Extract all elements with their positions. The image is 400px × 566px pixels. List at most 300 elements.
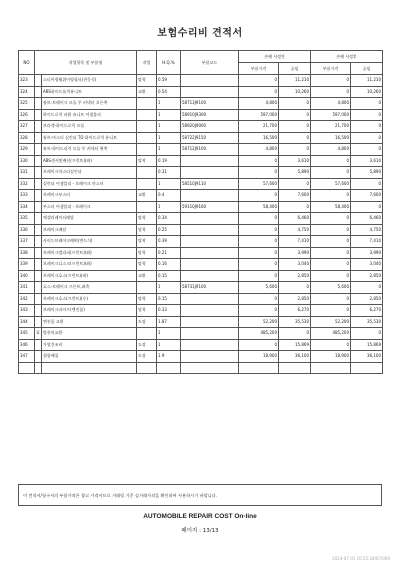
row-no: 328 [19, 132, 35, 144]
row-mark [35, 259, 42, 271]
table-row [19, 132, 383, 144]
row-code [181, 270, 239, 282]
row-mark [35, 362, 42, 374]
row-name: 브레이크디스크(프런트)(좌) [42, 259, 137, 271]
row-labor-before: 35,530 [279, 316, 311, 328]
row-mark [35, 98, 42, 110]
row-labor-after: 0 [351, 121, 383, 133]
row-mark [35, 282, 42, 294]
table-header [19, 51, 383, 75]
row-no: 338 [19, 247, 35, 259]
row-qty: 0.25 [157, 224, 181, 236]
row-mark [35, 224, 42, 236]
table-row [19, 75, 383, 87]
row-part-price-before: 0 [239, 213, 279, 225]
row-code: 58731J9100 [181, 282, 239, 294]
row-qty: 0.34 [157, 213, 181, 225]
row-name: 사이드브레이크레버(변드식) [42, 236, 137, 248]
row-labor-after: 7,410 [351, 236, 383, 248]
row-part-price-before: 5,600 [239, 282, 279, 294]
row-part-price-after: 57,600 [311, 178, 351, 190]
row-no: 333 [19, 190, 35, 202]
row-part-price-after: 52,200 [311, 316, 351, 328]
row-part-price-before: 0 [239, 247, 279, 259]
header-part-price-before: 부품가격 [239, 63, 279, 75]
row-labor-after: 0 [351, 132, 383, 144]
row-qty: 0.21 [157, 247, 181, 259]
row-name: 튜브-브레이크 모듈 투 커넥터 오른쪽 [42, 98, 137, 110]
row-labor-before: 11,210 [279, 75, 311, 87]
row-labor-before: 0 [279, 178, 311, 190]
row-mark [35, 121, 42, 133]
row-qty: 1.87 [157, 316, 181, 328]
row-mark [35, 178, 42, 190]
row-name: 브라켓-하이드로릭 모듈 [42, 121, 137, 133]
row-code [181, 339, 239, 351]
row-work: 도장 [137, 339, 157, 351]
row-part-price-after: 0 [311, 259, 351, 271]
row-part-price-before: 485,200 [239, 328, 279, 340]
row-no: 332 [19, 178, 35, 190]
row-qty: 1 [157, 178, 181, 190]
row-labor-after: 15,869 [351, 339, 383, 351]
row-labor-after: 0 [351, 178, 383, 190]
header-item: 작업항목 및 부품명 [35, 51, 137, 75]
header-part-price-after: 부품가격 [311, 63, 351, 75]
row-name: 호스-브레이크 프론트,좌측 [42, 282, 137, 294]
row-labor-after: 6,460 [351, 213, 383, 225]
row-no: 324 [19, 86, 35, 98]
row-qty: 1.9 [157, 351, 181, 363]
row-code: 58910J9300 [181, 109, 239, 121]
row-part-price-after: 485,200 [311, 328, 351, 340]
row-labor-before: 6,460 [279, 213, 311, 225]
row-work [137, 132, 157, 144]
row-name [42, 362, 137, 374]
row-labor-after: 2,850 [351, 270, 383, 282]
row-mark [35, 86, 42, 98]
header-before: 손해 사정전 [239, 51, 311, 63]
row-name: 브레이크마스터실린더 [42, 167, 137, 179]
row-qty: 0.54 [157, 86, 181, 98]
table-row [19, 201, 383, 213]
row-no: 336 [19, 224, 35, 236]
row-work: 탈착 [137, 75, 157, 87]
row-no: 343 [19, 305, 35, 317]
row-qty: 1 [157, 144, 181, 156]
row-mark [35, 293, 42, 305]
table-row [19, 213, 383, 225]
row-labor-after: 36,100 [351, 351, 383, 363]
row-code [181, 167, 239, 179]
row-labor-after: 0 [351, 328, 383, 340]
row-code: 58510J9110 [181, 178, 239, 190]
row-part-price-before: 4,800 [239, 144, 279, 156]
row-part-price-before: 0 [239, 259, 279, 271]
row-part-price-after: 16,500 [311, 132, 351, 144]
table-row [19, 121, 383, 133]
row-mark [35, 339, 42, 351]
table-row [19, 236, 383, 248]
row-part-price-before: 57,600 [239, 178, 279, 190]
row-labor-before: 6,270 [279, 305, 311, 317]
table-row [19, 247, 383, 259]
row-qty: 0.39 [157, 236, 181, 248]
row-part-price-after: 58,400 [311, 201, 351, 213]
row-code: 58713J9100 [181, 98, 239, 110]
row-work: 탈착 [137, 236, 157, 248]
row-part-price-before: 58,400 [239, 201, 279, 213]
row-work: 도장 [137, 316, 157, 328]
row-no: 342 [19, 293, 35, 305]
row-part-price-after: 0 [311, 155, 351, 167]
table-row [19, 270, 383, 282]
row-work [137, 178, 157, 190]
row-part-price-after: 0 [311, 247, 351, 259]
row-name: 브레이크호스(프런트)(우) [42, 293, 137, 305]
table-row [19, 98, 383, 110]
row-work: 탈착 [137, 293, 157, 305]
row-mark [35, 132, 42, 144]
row-work [137, 109, 157, 121]
row-part-price-before: 0 [239, 190, 279, 202]
row-labor-before: 3,990 [279, 247, 311, 259]
row-labor-before: 7,410 [279, 236, 311, 248]
row-part-price-before: 0 [239, 339, 279, 351]
row-work: 도장 [137, 351, 157, 363]
row-labor-after: 2,850 [351, 293, 383, 305]
row-no: 331 [19, 167, 35, 179]
row-labor-before: 0 [279, 144, 311, 156]
row-qty: 1 [157, 121, 181, 133]
row-labor-before: 0 [279, 282, 311, 294]
table-row [19, 362, 383, 374]
row-code: 59110J9160 [181, 201, 239, 213]
row-part-price-after: 18,900 [311, 351, 351, 363]
notice-box [18, 484, 382, 506]
row-name: 브레이크부스터 [42, 190, 137, 202]
row-no: 344 [19, 316, 35, 328]
row-labor-after: 0 [351, 144, 383, 156]
row-no: 347 [19, 351, 35, 363]
row-no: 341 [19, 282, 35, 294]
row-labor-before: 10,260 [279, 86, 311, 98]
row-name: 실린더 어셈블리 - 브레이크 마스터 [42, 178, 137, 190]
row-no: 346 [19, 339, 35, 351]
row-part-price-after [311, 362, 351, 374]
row-part-price-before: 0 [239, 293, 279, 305]
row-work: 탈착 [137, 155, 157, 167]
row-work [137, 98, 157, 110]
row-qty: 0.59 [157, 75, 181, 87]
row-qty: 1 [157, 132, 181, 144]
row-qty: 1 [157, 339, 181, 351]
row-labor-after: 3,990 [351, 247, 383, 259]
row-name: 방풍의교환 [42, 328, 137, 340]
row-code [181, 190, 239, 202]
row-no: 334 [19, 201, 35, 213]
table-body [19, 75, 383, 374]
row-mark [35, 213, 42, 225]
row-qty: 0.31 [157, 167, 181, 179]
row-labor-after: 35,530 [351, 316, 383, 328]
row-part-price-before: 0 [239, 270, 279, 282]
row-work [137, 362, 157, 374]
table-row [19, 282, 383, 294]
table-row [19, 328, 383, 340]
row-mark [35, 155, 42, 167]
row-labor-before: 0 [279, 132, 311, 144]
row-mark [35, 167, 42, 179]
row-labor-before: 36,100 [279, 351, 311, 363]
row-qty: 0.33 [157, 305, 181, 317]
row-labor-after: 3,610 [351, 155, 383, 167]
row-name: 스티어링휠위어링필터(전동식) [42, 75, 137, 87]
row-qty: 0.19 [157, 155, 181, 167]
row-part-price-before: 0 [239, 224, 279, 236]
row-no: 325 [19, 98, 35, 110]
row-labor-before: 3,040 [279, 259, 311, 271]
table-row [19, 305, 383, 317]
table-row [19, 86, 383, 98]
row-work: 탈착 [137, 305, 157, 317]
row-part-price-before: 0 [239, 167, 279, 179]
row-code [181, 247, 239, 259]
row-part-price-after: 597,000 [311, 109, 351, 121]
row-labor-after: 0 [351, 109, 383, 121]
header-labor-before: 공임 [279, 63, 311, 75]
row-code [181, 305, 239, 317]
row-part-price-after: 4,800 [311, 144, 351, 156]
row-part-price-after: 5,600 [311, 282, 351, 294]
row-qty: 1 [157, 328, 181, 340]
row-name: 가열건조비 [42, 339, 137, 351]
row-qty: 0.4 [157, 190, 181, 202]
row-part-price-after: 21,700 [311, 121, 351, 133]
row-no: 330 [19, 155, 35, 167]
row-mark [35, 351, 42, 363]
row-labor-after: 5,890 [351, 167, 383, 179]
row-qty: 0.15 [157, 270, 181, 282]
row-part-price-before: 597,000 [239, 109, 279, 121]
row-code [181, 293, 239, 305]
header-hqty: H.Q.% [157, 51, 181, 75]
row-work: 탈착 [137, 213, 157, 225]
row-labor-before: 2,850 [279, 270, 311, 282]
notice-text: 이 견적서/청구서의 부품가격은 참고 가격이므로 거래될 기준 실거래가격을 확인하여 사용하시기 바랍니다. [23, 493, 218, 498]
row-name: 브레이크캘리퍼(프런트)(좌) [42, 247, 137, 259]
row-labor-before: 4,750 [279, 224, 311, 236]
row-labor-after: 4,750 [351, 224, 383, 236]
row-part-price-after: 0 [311, 339, 351, 351]
row-name: 브레이크파이프(엔진룸) [42, 305, 137, 317]
row-mark [35, 75, 42, 87]
row-part-price-before: 0 [239, 305, 279, 317]
page-indicator: 페이지 : 13/13 [181, 528, 219, 534]
table-row [19, 109, 383, 121]
row-labor-before: 3,610 [279, 155, 311, 167]
row-labor-before: 0 [279, 98, 311, 110]
row-part-price-after: 0 [311, 224, 351, 236]
row-part-price-before: 0 [239, 155, 279, 167]
row-code [181, 316, 239, 328]
row-labor-after: 3,040 [351, 259, 383, 271]
row-part-price-after: 4,800 [311, 98, 351, 110]
row-part-price-before: 0 [239, 75, 279, 87]
row-qty: 0.16 [157, 259, 181, 271]
row-labor-before: 7,600 [279, 190, 311, 202]
row-work: 탈착 [137, 224, 157, 236]
row-labor-after: 0 [351, 282, 383, 294]
row-labor-before [279, 362, 311, 374]
row-mark: U [35, 328, 42, 340]
row-name: 튜브-하이드리릭 모듈 투 커넥터 왼쪽 [42, 144, 137, 156]
row-no: 323 [19, 75, 35, 87]
table-row [19, 178, 383, 190]
row-part-price-after: 0 [311, 213, 351, 225]
row-mark [35, 190, 42, 202]
row-qty: 1 [157, 109, 181, 121]
row-labor-before: 0 [279, 109, 311, 121]
row-code [181, 259, 239, 271]
row-labor-before: 0 [279, 328, 311, 340]
header-after: 손해 사정후 [311, 51, 383, 63]
row-work [137, 328, 157, 340]
row-code [181, 213, 239, 225]
row-qty: 1 [157, 98, 181, 110]
table-row [19, 190, 383, 202]
row-code [181, 86, 239, 98]
header-no: NO [19, 51, 35, 75]
row-mark [35, 270, 42, 282]
row-work [137, 282, 157, 294]
row-labor-before: 15,869 [279, 339, 311, 351]
row-name: 엔진룸 교환 [42, 316, 137, 328]
row-code: 58722J9150 [181, 132, 239, 144]
row-part-price-before: 0 [239, 86, 279, 98]
row-mark [35, 201, 42, 213]
table-row [19, 316, 383, 328]
row-part-price-before: 52,200 [239, 316, 279, 328]
row-no: 329 [19, 144, 35, 156]
row-part-price-before: 16,500 [239, 132, 279, 144]
row-no: 327 [19, 121, 35, 133]
document-title: 보험수리비 견적서 [157, 28, 243, 39]
row-work [137, 144, 157, 156]
row-no: 345 [19, 328, 35, 340]
row-mark [35, 109, 42, 121]
row-labor-before: 0 [279, 121, 311, 133]
row-code [181, 362, 239, 374]
row-work: 탈착 [137, 259, 157, 271]
row-name: 접합배설 [42, 351, 137, 363]
row-code [181, 155, 239, 167]
row-part-price-after: 0 [311, 270, 351, 282]
header-labor-after: 공임 [351, 63, 383, 75]
row-part-price-before: 4,800 [239, 98, 279, 110]
row-labor-after: 0 [351, 98, 383, 110]
estimate-table [18, 50, 383, 374]
row-no [19, 362, 35, 374]
row-part-price-before: 21,700 [239, 121, 279, 133]
row-part-price-after: 0 [311, 86, 351, 98]
row-mark [35, 305, 42, 317]
row-no: 340 [19, 270, 35, 282]
row-code [181, 351, 239, 363]
row-mark [35, 247, 42, 259]
row-work [137, 201, 157, 213]
row-code: 58712J9100 [181, 144, 239, 156]
row-labor-after: 10,260 [351, 86, 383, 98]
row-labor-before: 0 [279, 201, 311, 213]
row-name: 브레이크호스(프런트)(좌) [42, 270, 137, 282]
row-labor-after [351, 362, 383, 374]
row-code: 58920J9000 [181, 121, 239, 133]
row-labor-after: 0 [351, 201, 383, 213]
row-part-price-after: 0 [311, 305, 351, 317]
row-no: 326 [19, 109, 35, 121]
row-part-price-after: 0 [311, 236, 351, 248]
row-qty: 1 [157, 201, 181, 213]
table-row [19, 224, 383, 236]
row-name: 브레이크페달 [42, 224, 137, 236]
row-part-price-before: 0 [239, 236, 279, 248]
print-timestamp: 2024-07-01 10:25:34/07/000 [332, 556, 390, 561]
table-row [19, 293, 383, 305]
table-row [19, 167, 383, 179]
row-labor-after: 6,270 [351, 305, 383, 317]
row-code [181, 224, 239, 236]
row-name: 튜브-마스터 실린더 TO 하이드로릭 유니트 [42, 132, 137, 144]
row-name: ABS하이드롤릭유니트 [42, 86, 137, 98]
row-mark [35, 236, 42, 248]
row-code [181, 328, 239, 340]
row-part-price-after: 0 [311, 293, 351, 305]
header-work: 작업 [137, 51, 157, 75]
table-row [19, 155, 383, 167]
row-qty: 1 [157, 282, 181, 294]
row-name: 부스터 어셈블리 - 브레이크 [42, 201, 137, 213]
footer-title: AUTOMOBILE REPAIR COST On-line [143, 513, 257, 520]
row-qty: 0.15 [157, 293, 181, 305]
row-work [137, 121, 157, 133]
row-part-price-before [239, 362, 279, 374]
row-part-price-after: 0 [311, 167, 351, 179]
row-name: 액셀러레이터페달 [42, 213, 137, 225]
row-labor-before: 2,850 [279, 293, 311, 305]
row-labor-before: 5,890 [279, 167, 311, 179]
row-no: 335 [19, 213, 35, 225]
row-part-price-after: 0 [311, 190, 351, 202]
table-row [19, 144, 383, 156]
table-row [19, 259, 383, 271]
row-part-price-after: 0 [311, 75, 351, 87]
table-row [19, 351, 383, 363]
row-work [137, 167, 157, 179]
row-no: 337 [19, 236, 35, 248]
header-code: 부품코드 [181, 51, 239, 75]
table-row [19, 339, 383, 351]
row-code [181, 236, 239, 248]
row-work: 교환 [137, 190, 157, 202]
row-qty [157, 362, 181, 374]
row-work: 탈착 [137, 247, 157, 259]
row-code [181, 75, 239, 87]
row-labor-after: 7,600 [351, 190, 383, 202]
row-work: 교환 [137, 86, 157, 98]
row-work: 교환 [137, 270, 157, 282]
row-part-price-before: 18,900 [239, 351, 279, 363]
